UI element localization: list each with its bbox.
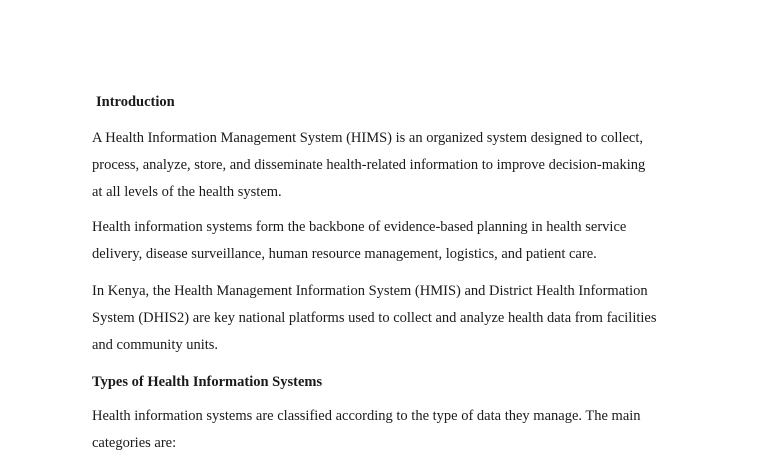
text-line: A Health Information Management System (HIMS) is an organized system designed to collect,: [92, 130, 644, 146]
paragraph-hims-definition: [92, 125, 732, 206]
text-line: In Kenya, the Health Management Information System (HMIS) and District Health Information: [92, 283, 648, 299]
paragraph-kenya-hmis: [92, 278, 732, 359]
text-line: and community units.: [92, 337, 219, 353]
section-heading-introduction: Introduction: [96, 94, 175, 110]
text-line: System (DHIS2) are key national platforms used to collect and analyze health data from facilities: [92, 310, 657, 326]
text-line: at all levels of the health system.: [92, 184, 282, 200]
section-heading-types: Types of Health Information Systems: [92, 374, 323, 390]
paragraph-his-backbone: [92, 214, 732, 268]
text-line: Health information systems form the backbone of evidence-based planning in health service: [92, 219, 627, 235]
paragraph-his-types: [92, 403, 732, 457]
text-line: Health information systems are classified according to the type of data they manage. The main: [92, 408, 641, 424]
text-line: categories are:: [92, 435, 177, 451]
text-line: process, analyze, store, and disseminate health-related information to improve decision-making: [92, 157, 646, 173]
text-line: delivery, disease surveillance, human resource management, logistics, and patient care.: [92, 246, 597, 262]
